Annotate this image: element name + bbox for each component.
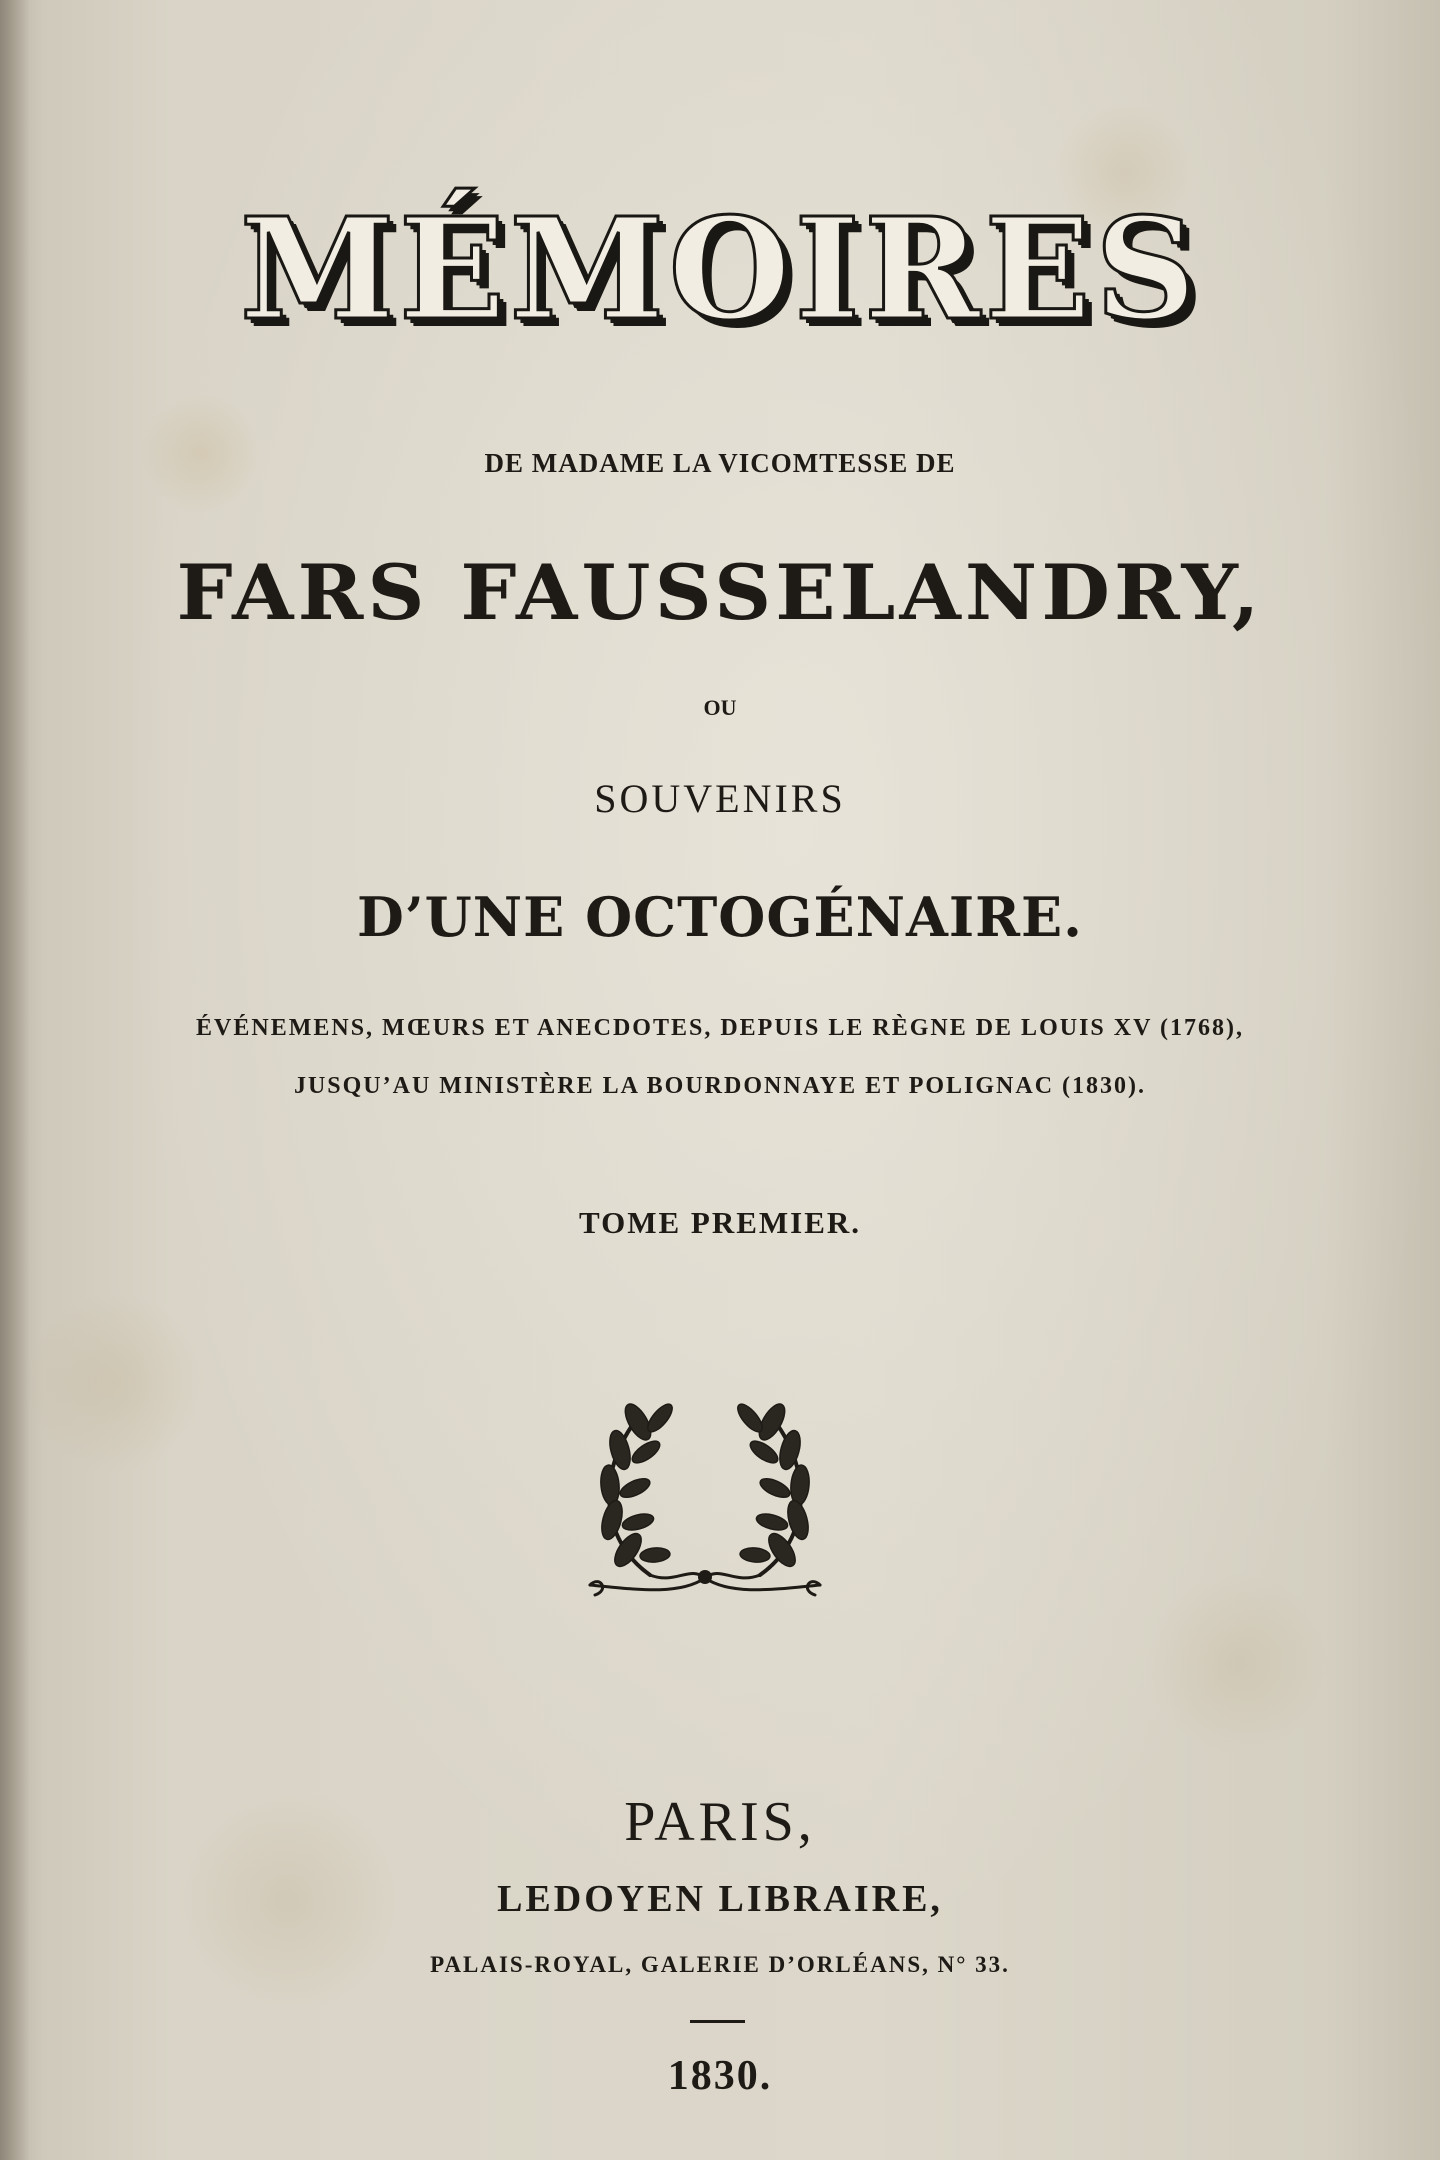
- conjunction: OU: [703, 695, 737, 720]
- volume-label: TOME PREMIER.: [578, 1205, 862, 1240]
- imprint-publisher: LEDOYEN LIBRAIRE,: [497, 1878, 943, 1920]
- imprint-city: PARIS,: [624, 1791, 816, 1853]
- laurel-wreath-icon: [580, 1390, 830, 1605]
- description-line-1: ÉVÉNEMENS, MŒURS ET ANECDOTES, DEPUIS LE RÈGNE DE LOUIS XV (1768),: [196, 1015, 1244, 1041]
- book-title: MÉMOIRES: [239, 188, 1201, 352]
- description-line-2: JUSQU’AU MINISTÈRE LA BOURDONNAYE ET POLIGNAC (1830).: [293, 1073, 1147, 1099]
- subtitle-line: DE MADAME LA VICOMTESSE DE: [484, 448, 956, 478]
- alt-title-octogenarian: D’UNE OCTOGÉNAIRE.: [357, 885, 1083, 949]
- imprint-address: PALAIS-ROYAL, GALERIE D’ORLÉANS, N° 33.: [430, 1952, 1010, 1977]
- alt-title-souvenirs: SOUVENIRS: [594, 776, 846, 821]
- imprint-year: 1830.: [667, 2053, 773, 2099]
- author-name: FARS FAUSSELANDRY,: [176, 548, 1264, 637]
- divider-rule: [690, 2020, 745, 2023]
